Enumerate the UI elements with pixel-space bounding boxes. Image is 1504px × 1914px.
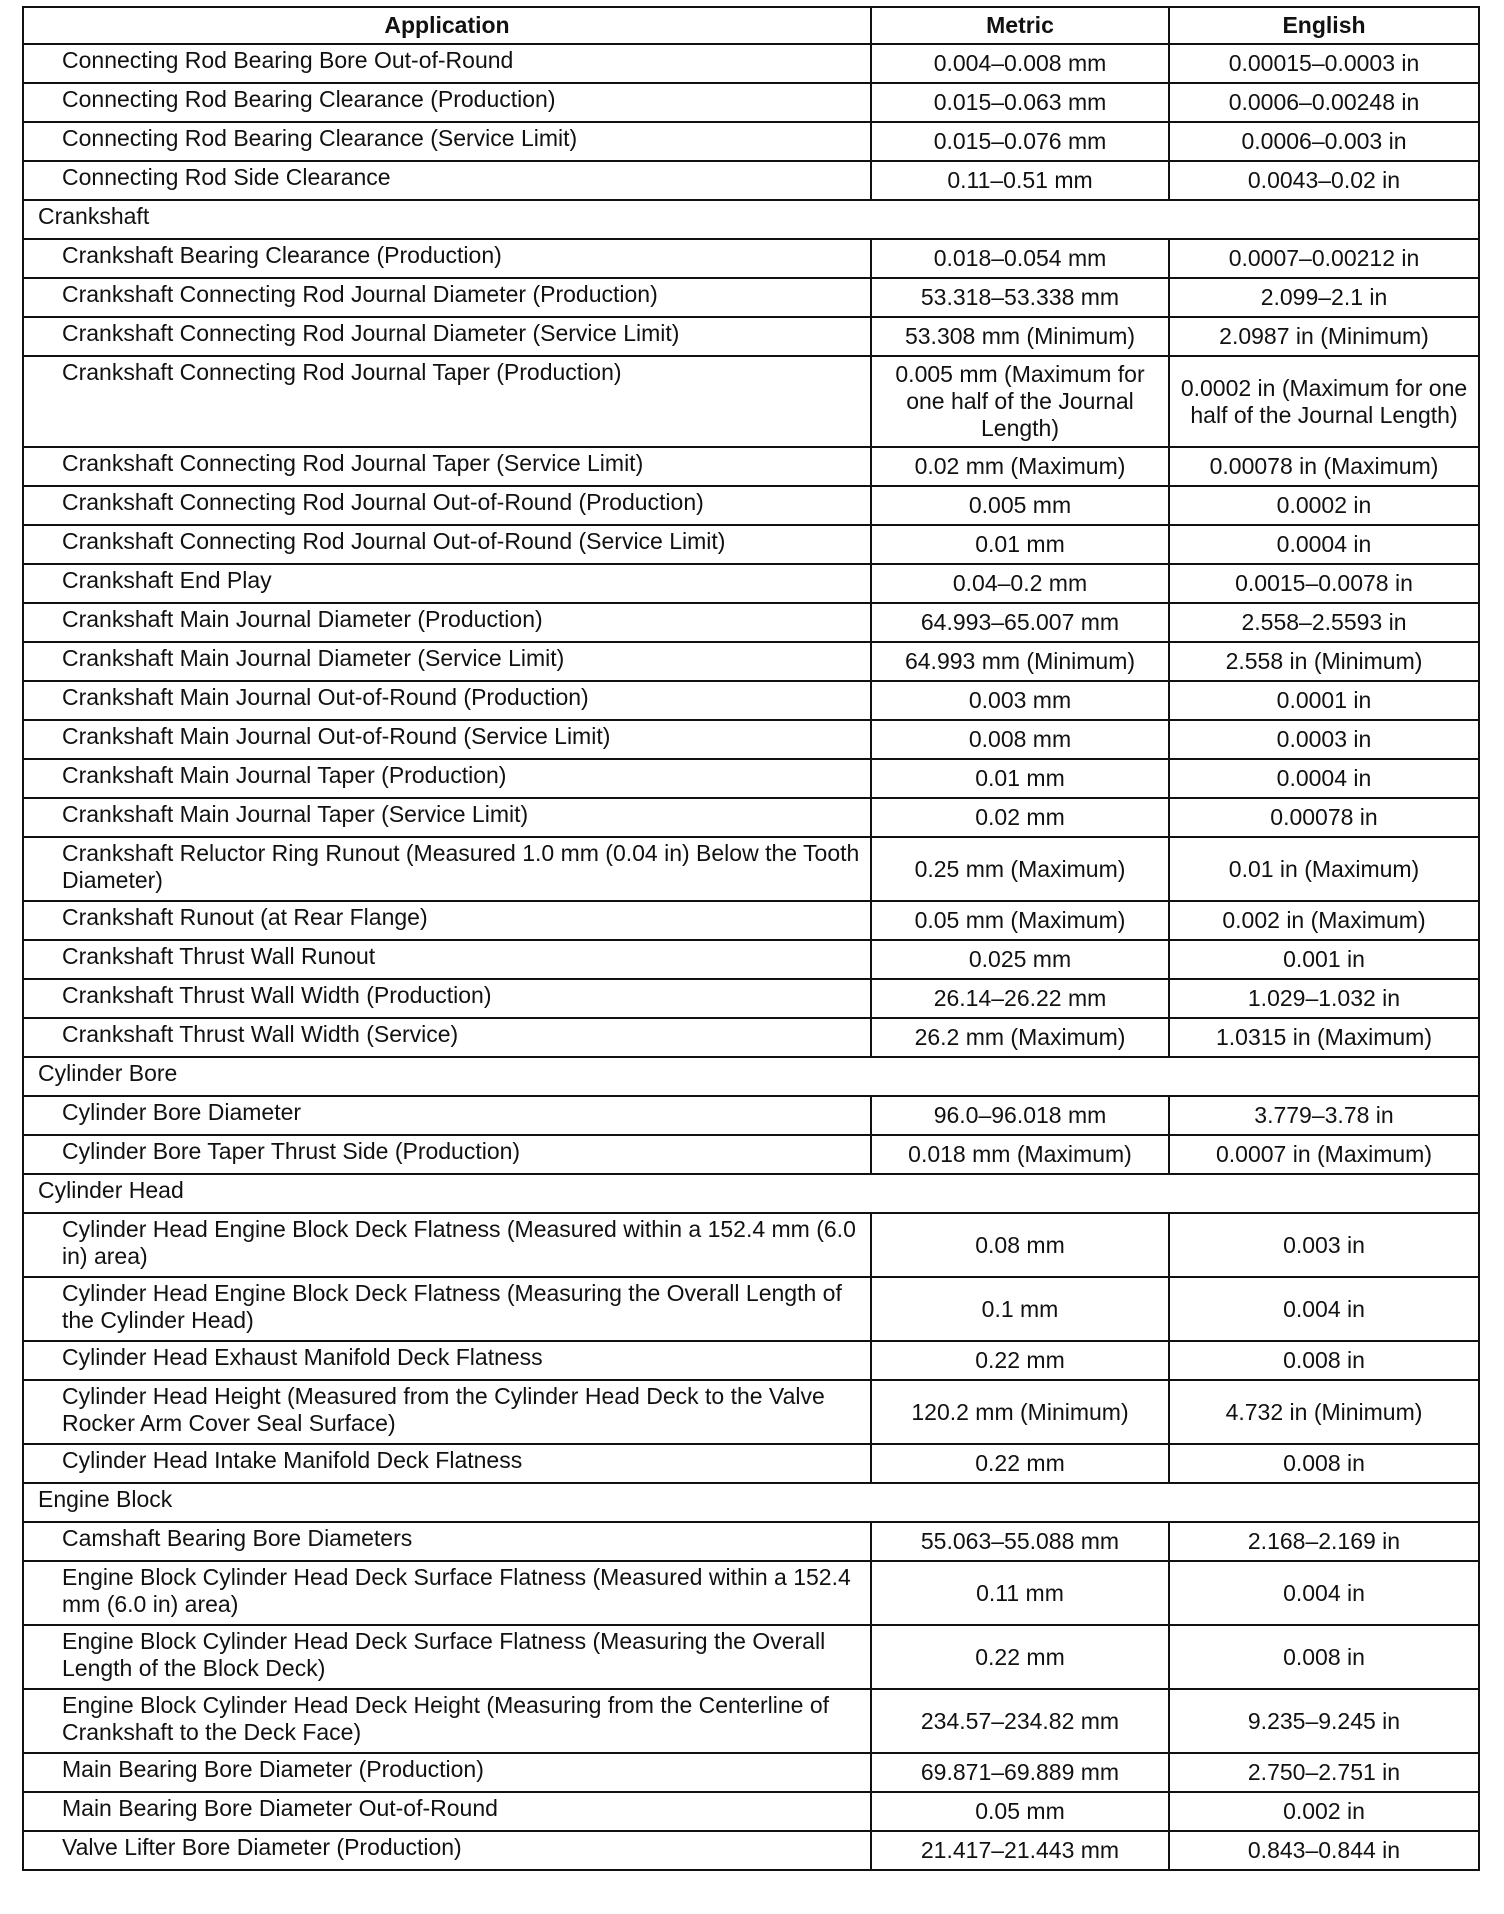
application-cell: Crankshaft Bearing Clearance (Production) — [23, 239, 871, 278]
english-cell: 3.779–3.78 in — [1169, 1096, 1479, 1135]
english-cell: 0.0043–0.02 in — [1169, 161, 1479, 200]
metric-cell: 234.57–234.82 mm — [871, 1689, 1169, 1753]
metric-cell: 0.004–0.008 mm — [871, 44, 1169, 83]
section-header-row — [23, 200, 1479, 239]
section-title: Crankshaft — [23, 200, 1479, 239]
table-row — [23, 681, 1479, 720]
english-cell: 0.004 in — [1169, 1277, 1479, 1341]
section-header-row — [23, 1483, 1479, 1522]
metric-cell: 0.22 mm — [871, 1444, 1169, 1483]
metric-cell: 0.22 mm — [871, 1625, 1169, 1689]
application-cell: Connecting Rod Bearing Bore Out-of-Round — [23, 44, 871, 83]
metric-cell: 64.993 mm (Minimum) — [871, 642, 1169, 681]
table-row — [23, 798, 1479, 837]
application-cell: Cylinder Bore Taper Thrust Side (Production) — [23, 1135, 871, 1174]
table-row — [23, 1689, 1479, 1753]
application-cell: Crankshaft Connecting Rod Journal Diameter (Production) — [23, 278, 871, 317]
english-cell: 0.002 in (Maximum) — [1169, 901, 1479, 940]
table-row — [23, 1444, 1479, 1483]
table-row — [23, 44, 1479, 83]
application-cell: Cylinder Bore Diameter — [23, 1096, 871, 1135]
metric-cell: 0.05 mm — [871, 1792, 1169, 1831]
table-row — [23, 1135, 1479, 1174]
english-cell: 0.002 in — [1169, 1792, 1479, 1831]
metric-cell: 0.005 mm — [871, 486, 1169, 525]
application-cell: Crankshaft Main Journal Taper (Production) — [23, 759, 871, 798]
english-cell: 0.0001 in — [1169, 681, 1479, 720]
metric-cell: 0.015–0.063 mm — [871, 83, 1169, 122]
table-row — [23, 642, 1479, 681]
application-cell: Crankshaft End Play — [23, 564, 871, 603]
table-row — [23, 447, 1479, 486]
application-cell: Crankshaft Connecting Rod Journal Out-of-Round (Production) — [23, 486, 871, 525]
metric-cell: 0.11–0.51 mm — [871, 161, 1169, 200]
english-cell: 0.0015–0.0078 in — [1169, 564, 1479, 603]
table-row — [23, 1213, 1479, 1277]
metric-cell: 0.11 mm — [871, 1561, 1169, 1625]
english-cell: 1.0315 in (Maximum) — [1169, 1018, 1479, 1057]
metric-cell: 0.018 mm (Maximum) — [871, 1135, 1169, 1174]
section-header-row — [23, 1057, 1479, 1096]
metric-cell: 0.003 mm — [871, 681, 1169, 720]
metric-cell: 26.14–26.22 mm — [871, 979, 1169, 1018]
application-cell: Camshaft Bearing Bore Diameters — [23, 1522, 871, 1561]
table-row — [23, 720, 1479, 759]
table-row — [23, 1341, 1479, 1380]
metric-cell: 26.2 mm (Maximum) — [871, 1018, 1169, 1057]
section-title: Engine Block — [23, 1483, 1479, 1522]
application-cell: Crankshaft Thrust Wall Width (Production) — [23, 979, 871, 1018]
application-cell: Connecting Rod Bearing Clearance (Production) — [23, 83, 871, 122]
application-cell: Crankshaft Main Journal Out-of-Round (Service Limit) — [23, 720, 871, 759]
application-cell: Crankshaft Connecting Rod Journal Taper (Production) — [23, 356, 871, 447]
metric-cell: 0.01 mm — [871, 759, 1169, 798]
english-cell: 9.235–9.245 in — [1169, 1689, 1479, 1753]
english-cell: 0.0007–0.00212 in — [1169, 239, 1479, 278]
table-row — [23, 1561, 1479, 1625]
table-body — [23, 44, 1479, 1870]
metric-cell: 69.871–69.889 mm — [871, 1753, 1169, 1792]
english-cell: 0.0003 in — [1169, 720, 1479, 759]
english-cell: 0.01 in (Maximum) — [1169, 837, 1479, 901]
metric-cell: 53.308 mm (Minimum) — [871, 317, 1169, 356]
english-cell: 0.008 in — [1169, 1444, 1479, 1483]
application-cell: Cylinder Head Height (Measured from the Cylinder Head Deck to the Valve Rocker Arm Cover Seal Surface) — [23, 1380, 871, 1444]
english-cell: 0.008 in — [1169, 1625, 1479, 1689]
metric-cell: 0.05 mm (Maximum) — [871, 901, 1169, 940]
english-cell: 0.008 in — [1169, 1341, 1479, 1380]
metric-cell: 0.005 mm (Maximum for one half of the Journal Length) — [871, 356, 1169, 447]
table-row — [23, 564, 1479, 603]
section-header-row — [23, 1174, 1479, 1213]
application-cell: Crankshaft Reluctor Ring Runout (Measured 1.0 mm (0.04 in) Below the Tooth Diameter) — [23, 837, 871, 901]
table-row — [23, 1380, 1479, 1444]
section-title: Cylinder Head — [23, 1174, 1479, 1213]
application-cell: Crankshaft Thrust Wall Runout — [23, 940, 871, 979]
application-cell: Crankshaft Connecting Rod Journal Out-of-Round (Service Limit) — [23, 525, 871, 564]
metric-cell: 0.015–0.076 mm — [871, 122, 1169, 161]
metric-cell: 53.318–53.338 mm — [871, 278, 1169, 317]
table-header — [23, 7, 1479, 44]
table-row — [23, 1753, 1479, 1792]
metric-cell: 0.04–0.2 mm — [871, 564, 1169, 603]
table-row — [23, 1831, 1479, 1870]
application-cell: Engine Block Cylinder Head Deck Surface Flatness (Measuring the Overall Length of the Block Deck) — [23, 1625, 871, 1689]
specifications-table — [22, 6, 1480, 1871]
application-cell: Connecting Rod Side Clearance — [23, 161, 871, 200]
english-cell: 4.732 in (Minimum) — [1169, 1380, 1479, 1444]
metric-cell: 0.01 mm — [871, 525, 1169, 564]
table-row — [23, 759, 1479, 798]
english-cell: 0.0004 in — [1169, 759, 1479, 798]
section-title: Cylinder Bore — [23, 1057, 1479, 1096]
table-row — [23, 161, 1479, 200]
metric-cell: 0.018–0.054 mm — [871, 239, 1169, 278]
header-metric: Metric — [871, 7, 1169, 44]
english-cell: 2.168–2.169 in — [1169, 1522, 1479, 1561]
metric-cell: 96.0–96.018 mm — [871, 1096, 1169, 1135]
metric-cell: 0.02 mm — [871, 798, 1169, 837]
table-row — [23, 1522, 1479, 1561]
table-row — [23, 1096, 1479, 1135]
metric-cell: 64.993–65.007 mm — [871, 603, 1169, 642]
application-cell: Cylinder Head Engine Block Deck Flatness (Measured within a 152.4 mm (6.0 in) area) — [23, 1213, 871, 1277]
application-cell: Crankshaft Connecting Rod Journal Taper (Service Limit) — [23, 447, 871, 486]
table-row — [23, 1277, 1479, 1341]
english-cell: 2.099–2.1 in — [1169, 278, 1479, 317]
table-row — [23, 486, 1479, 525]
english-cell: 1.029–1.032 in — [1169, 979, 1479, 1018]
application-cell: Main Bearing Bore Diameter Out-of-Round — [23, 1792, 871, 1831]
table-row — [23, 603, 1479, 642]
application-cell: Crankshaft Main Journal Out-of-Round (Production) — [23, 681, 871, 720]
application-cell: Crankshaft Main Journal Taper (Service Limit) — [23, 798, 871, 837]
metric-cell: 0.25 mm (Maximum) — [871, 837, 1169, 901]
table-row — [23, 239, 1479, 278]
english-cell: 0.0007 in (Maximum) — [1169, 1135, 1479, 1174]
english-cell: 2.558 in (Minimum) — [1169, 642, 1479, 681]
application-cell: Crankshaft Runout (at Rear Flange) — [23, 901, 871, 940]
metric-cell: 0.008 mm — [871, 720, 1169, 759]
application-cell: Crankshaft Connecting Rod Journal Diameter (Service Limit) — [23, 317, 871, 356]
english-cell: 0.00078 in (Maximum) — [1169, 447, 1479, 486]
metric-cell: 21.417–21.443 mm — [871, 1831, 1169, 1870]
english-cell: 0.0004 in — [1169, 525, 1479, 564]
application-cell: Crankshaft Main Journal Diameter (Production) — [23, 603, 871, 642]
header-english: English — [1169, 7, 1479, 44]
metric-cell: 120.2 mm (Minimum) — [871, 1380, 1169, 1444]
metric-cell: 0.1 mm — [871, 1277, 1169, 1341]
english-cell: 0.004 in — [1169, 1561, 1479, 1625]
english-cell: 0.0006–0.00248 in — [1169, 83, 1479, 122]
header-row — [23, 7, 1479, 44]
application-cell: Cylinder Head Engine Block Deck Flatness (Measuring the Overall Length of the Cylinder Head) — [23, 1277, 871, 1341]
table-row — [23, 317, 1479, 356]
english-cell: 0.001 in — [1169, 940, 1479, 979]
application-cell: Cylinder Head Exhaust Manifold Deck Flatness — [23, 1341, 871, 1380]
table-row — [23, 122, 1479, 161]
english-cell: 2.750–2.751 in — [1169, 1753, 1479, 1792]
metric-cell: 0.08 mm — [871, 1213, 1169, 1277]
table-row — [23, 901, 1479, 940]
table-row — [23, 940, 1479, 979]
table-row — [23, 979, 1479, 1018]
english-cell: 0.0002 in (Maximum for one half of the Journal Length) — [1169, 356, 1479, 447]
table-row — [23, 83, 1479, 122]
metric-cell: 0.025 mm — [871, 940, 1169, 979]
table-row — [23, 1792, 1479, 1831]
application-cell: Crankshaft Main Journal Diameter (Service Limit) — [23, 642, 871, 681]
english-cell: 0.00078 in — [1169, 798, 1479, 837]
application-cell: Engine Block Cylinder Head Deck Height (Measuring from the Centerline of Crankshaft to the Deck Face) — [23, 1689, 871, 1753]
application-cell: Connecting Rod Bearing Clearance (Service Limit) — [23, 122, 871, 161]
english-cell: 2.558–2.5593 in — [1169, 603, 1479, 642]
application-cell: Valve Lifter Bore Diameter (Production) — [23, 1831, 871, 1870]
table-row — [23, 1625, 1479, 1689]
english-cell: 0.00015–0.0003 in — [1169, 44, 1479, 83]
english-cell: 2.0987 in (Minimum) — [1169, 317, 1479, 356]
metric-cell: 0.02 mm (Maximum) — [871, 447, 1169, 486]
english-cell: 0.843–0.844 in — [1169, 1831, 1479, 1870]
table-row — [23, 837, 1479, 901]
application-cell: Crankshaft Thrust Wall Width (Service) — [23, 1018, 871, 1057]
table-row — [23, 1018, 1479, 1057]
application-cell: Main Bearing Bore Diameter (Production) — [23, 1753, 871, 1792]
table-row — [23, 356, 1479, 447]
application-cell: Engine Block Cylinder Head Deck Surface Flatness (Measured within a 152.4 mm (6.0 in) area) — [23, 1561, 871, 1625]
header-application: Application — [23, 7, 871, 44]
table-row — [23, 278, 1479, 317]
application-cell: Cylinder Head Intake Manifold Deck Flatness — [23, 1444, 871, 1483]
metric-cell: 0.22 mm — [871, 1341, 1169, 1380]
english-cell: 0.0002 in — [1169, 486, 1479, 525]
english-cell: 0.0006–0.003 in — [1169, 122, 1479, 161]
metric-cell: 55.063–55.088 mm — [871, 1522, 1169, 1561]
table-row — [23, 525, 1479, 564]
english-cell: 0.003 in — [1169, 1213, 1479, 1277]
